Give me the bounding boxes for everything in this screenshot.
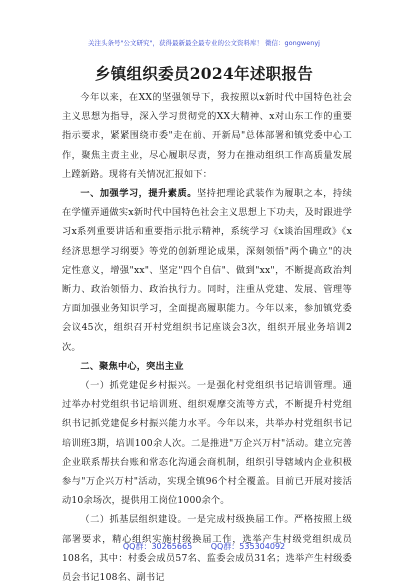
footer-qq-group-1: QQ群：30265665 — [122, 542, 193, 551]
section-1-text: 坚持把理论武装作为履职之本，持续在学懂弄通做实x新时代中国特色社会主义思想上下功夫，及时跟进学习x系列重要讲话和重要指示批示精神，系统学习《x谈治国理政》《x经济思想学习纲要》等党的创新理论成果，深刻领悟"两个确立"的决定性意义，增强"xx"、坚定"四个自信"、做到"xx"，不断提高政治判断力、政治领悟力、政治执行力。同时，注重从党建、发展、管理等方面加强业务知识学习，全面提高履职能力。今年以来，参加镇党委会议45次，组织召开村党组织书记座谈会3次，组织开展业务培训2次。 — [62, 188, 352, 353]
section-1-paragraph — [62, 184, 352, 357]
document-body — [62, 88, 352, 587]
section-2-paragraph-1: （一）抓党建促乡村振兴。一是强化村党组织书记培训管理。通过举办村党组织书记培训班、组织观摩交流等方式，不断提升村党组织书记抓党建促乡村振兴能力水平。今年以来，共举办村党组织书记培训班3期，培训100余人次。二是推进"万企兴万村"活动。建立完善企业联系帮扶台账和常态化沟通会商机制，组织引导辖域内企业积极参与"万企兴万村"活动，实现全镇96个村全覆盖。目前已开展对接活动10余场次，提供用工岗位1000余个。 — [62, 380, 352, 507]
section-1-heading: 一、加强学习，提升素质。 — [80, 188, 197, 200]
footer-qq-group-2: QQ群：535304092 — [210, 542, 286, 551]
footer — [0, 541, 408, 552]
intro-paragraph: 今年以来，在XX的坚强领导下，我按照以x新时代中国特色社会主义思想为指导，深入学习贯彻党的XX大精神、x对山东工作的重要指示要求，紧紧围绕市委"走在前、开新局"总体部署和镇党委中心工作，聚焦主责主业，尽心履职尽责，努力在推动组织工作高质量发展上蹚新路。现将有关情况汇报如下： — [62, 92, 352, 180]
section-2-heading: 二、聚焦中心，突出主业 — [80, 360, 184, 372]
page-title: 乡镇组织委员2024年述职报告 — [94, 64, 314, 83]
header-banner: 关注头条号"公文研究"，获得最新最全最专业的公文资料库！ 微信：gongwenyj — [88, 39, 320, 47]
section-2-paragraph-2: （二）抓基层组织建设。一是完成村级换届工作。严格按照上级部署要求，精心组织实施村级换届工作，选举产生村级党组织成员108名，其中：村委会成员57名、监委会成员31名；选举产生村级委员会书记108名、副书记 — [62, 514, 352, 584]
